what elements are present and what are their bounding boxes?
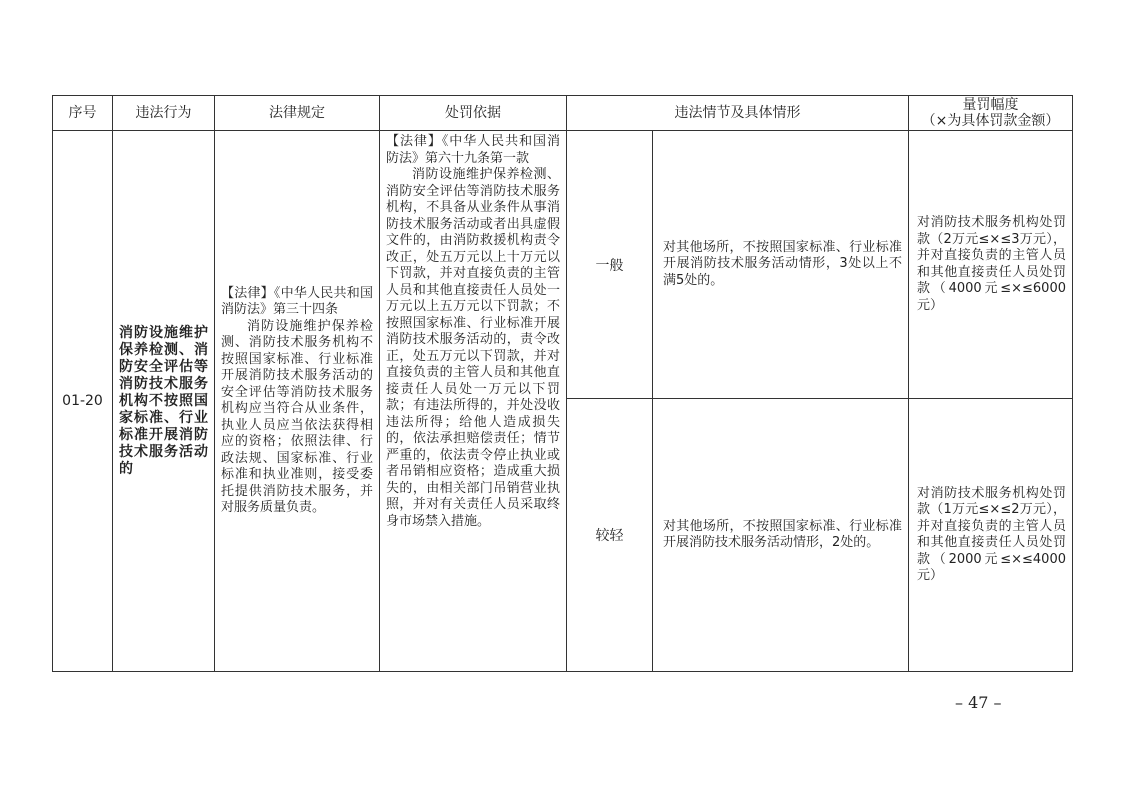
- row-basis-cell: [380, 131, 567, 672]
- penalty-general-cell: [909, 131, 1073, 399]
- header-range-line2: （×为具体罚款金额）: [921, 113, 1060, 129]
- level-general: 一般: [567, 131, 653, 399]
- row-seq: 01-20: [53, 131, 113, 672]
- header-range: [909, 96, 1073, 131]
- page-number: – 47 –: [955, 693, 1002, 712]
- detail-minor: 对其他场所，不按照国家标准、行业标准开展消防技术服务活动情形，2处的。: [663, 518, 902, 550]
- header-law: 法律规定: [215, 96, 380, 131]
- header-basis: 处罚依据: [380, 96, 567, 131]
- detail-minor-cell: [653, 399, 909, 672]
- header-seq: 序号: [53, 96, 113, 131]
- penalty-minor-cell: [909, 399, 1073, 672]
- row-behavior-cell: [113, 131, 215, 672]
- header-row: [53, 96, 1073, 131]
- law-body: 消防设施维护保养检测、消防技术服务机构不按照国家标准、行业标准开展消防技术服务活动的安全评估等消防技术服务机构应当符合从业条件，执业人员应当依法获得相应的资格；依照法律、行政法规、国家标准、行业标准和执业准则，接受委托提供消防技术服务，并对服务质量负责。: [221, 318, 373, 515]
- header-range-line1: 量罚幅度: [962, 97, 1019, 113]
- basis-body: 消防设施维护保养检测、消防安全评估等消防技术服务机构，不具备从业条件从事消防技术服务活动或者出具虚假文件的，由消防救援机构责令改正，处五万元以上十万元以下罚款，并对直接负责的主管人员和其他直接责任人员处一万元以上五万元以下罚款；不按照国家标准、行业标准开展消防技术服务活动的，责令改正，处五万元以下罚款，并对直接负责的主管人员和其他直接责任人员处一万元以下罚款；有违法所得的，并处没收违法所得；给他人造成损失的，依法承担赔偿责任；情节严重的，依法责令停止执业或者吊销相应资格；造成重大损失的，由相关部门吊销营业执照，并对有关责任人员采取终身市场禁入措施。: [386, 167, 560, 529]
- header-circumstance: 违法情节及具体情形: [567, 96, 909, 131]
- detail-general-cell: [653, 131, 909, 399]
- penalty-minor: 对消防技术服务机构处罚款（1万元≤×≤2万元），并对直接负责的主管人员和其他直接责任人员处罚款（2000元≤×≤4000元）: [917, 485, 1066, 583]
- level-minor: 较轻: [567, 399, 653, 672]
- basis-reference: 【法律】《中华人民共和国消防法》第六十九条第一款: [386, 134, 560, 166]
- row-law-cell: [215, 131, 380, 672]
- header-behavior: 违法行为: [113, 96, 215, 131]
- penalty-general: 对消防技术服务机构处罚款（2万元≤×≤3万元），并对直接负责的主管人员和其他直接责任人员处罚款（4000元≤×≤6000元）: [917, 215, 1066, 313]
- detail-general: 对其他场所，不按照国家标准、行业标准开展消防技术服务活动情形，3处以上不满5处的。: [663, 239, 902, 288]
- penalty-table: [52, 95, 1073, 672]
- law-reference: 【法律】《中华人民共和国消防法》第三十四条: [221, 285, 373, 317]
- table-row: [53, 131, 1073, 399]
- row-behavior: 消防设施维护保养检测、消防安全评估等消防技术服务机构不按照国家标准、行业标准开展消防技术服务活动的: [119, 324, 208, 477]
